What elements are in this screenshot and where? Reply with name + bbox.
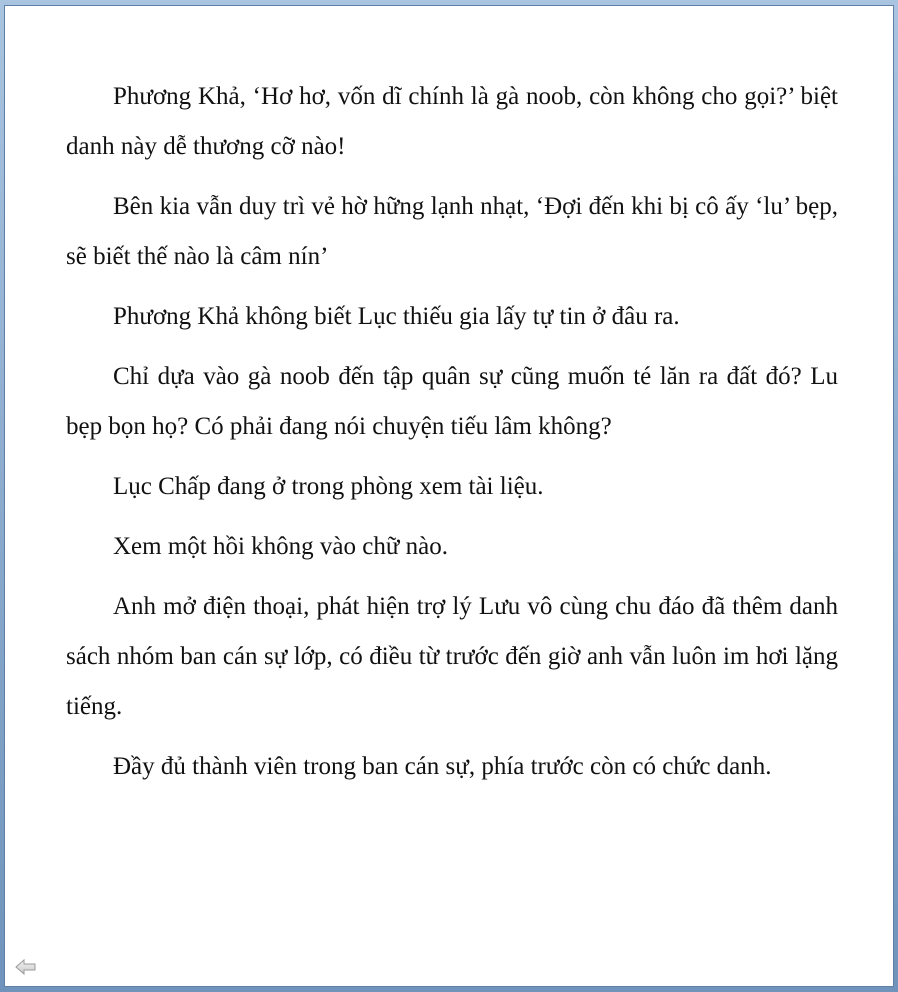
paragraph-1: Phương Khả, ‘Hơ hơ, vốn dĩ chính là gà noob, còn không cho gọi?’ biệt danh này dễ thương cỡ nào! bbox=[66, 83, 838, 160]
paragraph-7: Anh mở điện thoại, phát hiện trợ lý Lưu vô cùng chu đáo đã thêm danh sách nhóm ban cán sự lớp, có điều từ trước đến giờ anh vẫn luôn im hơi lặng tiếng. bbox=[66, 593, 838, 720]
paragraph-2: Bên kia vẫn duy trì vẻ hờ hững lạnh nhạt, ‘Đợi đến khi bị cô ấy ‘lu’ bẹp, sẽ biết thế nào là câm nín’ bbox=[66, 193, 838, 270]
document-page bbox=[4, 5, 894, 987]
back-arrow-icon[interactable] bbox=[15, 958, 37, 976]
paragraph-3: Phương Khả không biết Lục thiếu gia lấy tự tin ở đâu ra. bbox=[113, 303, 680, 330]
paragraph-8: Đầy đủ thành viên trong ban cán sự, phía trước còn có chức danh. bbox=[113, 753, 772, 780]
document-body bbox=[66, 72, 838, 802]
paragraph-6: Xem một hồi không vào chữ nào. bbox=[113, 533, 449, 560]
paragraph-4: Chỉ dựa vào gà noob đến tập quân sự cũng muốn té lăn ra đất đó? Lu bẹp bọn họ? Có phải đang nói chuyện tiếu lâm không? bbox=[66, 363, 838, 440]
paragraph-5: Lục Chấp đang ở trong phòng xem tài liệu. bbox=[113, 473, 544, 500]
